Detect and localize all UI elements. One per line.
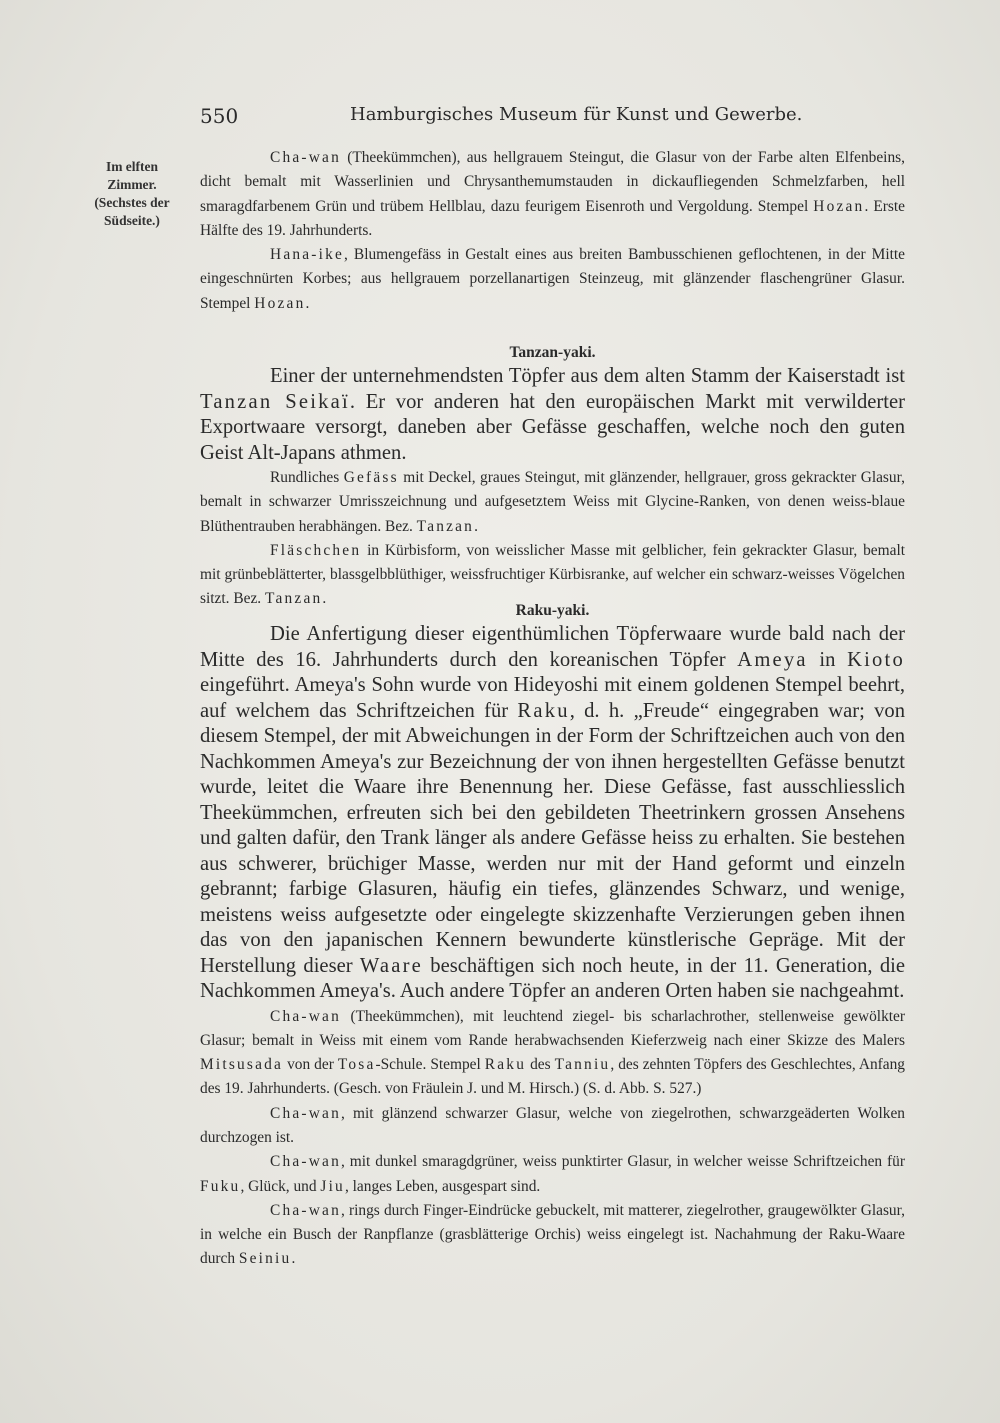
raku-entry-4 <box>200 1199 905 1272</box>
entry-lead: Cha-wan <box>270 149 341 166</box>
entry-lead: Fläschchen <box>270 541 362 559</box>
name-mark: Raku <box>484 1056 527 1074</box>
entry-lead: Cha-wan <box>270 1007 341 1025</box>
text-run: , mit glänzend schwarzer Glasur, welche von ziegelrothen, schwarzgeäderten Wolken durchzogen ist. <box>200 1104 905 1146</box>
text-run: . Er vor anderen hat den europäischen Markt mit verwilderter Exportwaare versorgt, daneben aber Gefässe geschaffen, welche noch den guten Geist Alt-Japans athmen. <box>200 390 905 464</box>
section-heading-tanzan: Tanzan-yaki. <box>509 344 596 361</box>
entry-mark: Tanzan <box>264 590 323 608</box>
name-mark: Kioto <box>847 648 905 671</box>
entry-hana-ike <box>200 243 905 316</box>
entry-tail: . Erste Hälfte des 19. Jahrhunderts. <box>200 197 905 239</box>
entry-mark: Hozan <box>254 294 306 312</box>
text-run: beschäftigen sich noch heute, in der 11. Generation, die Nachkommen Ameya's. Auch andere Töpfer an anderen Orten haben sie nachgeahmt. <box>200 954 905 1002</box>
raku-paragraph <box>200 622 905 1005</box>
text-run: . <box>291 1250 296 1268</box>
margin-note-line: (Sechstes der <box>94 195 170 210</box>
entry-lead: Gefäss <box>343 469 399 486</box>
section-heading-raku: Raku-yaki. <box>515 602 590 619</box>
name-mark: Mitsusada <box>200 1056 284 1074</box>
text-run: Die Anfertigung dieser eigenthümlichen Töpferwaare wurde bald nach der Mitte des 16. Jahrhunderts durch den koreanischen Töpfer <box>200 623 905 671</box>
text-run: in <box>807 648 848 671</box>
name-mark: Seiniu <box>238 1250 292 1268</box>
margin-note-line: Südseite.) <box>104 213 160 228</box>
text-run: . <box>474 517 478 535</box>
text-run: -Schule. Stempel <box>375 1056 485 1074</box>
entry-lead: Cha-wan <box>270 1104 341 1122</box>
raku-entry-1 <box>200 1005 905 1102</box>
text-run: , des zehnten Töpfers des Geschlechtes, Anfang des 19. Jahrhunderts. (Gesch. von Fräulein J. und M. Hirsch.) (S. d. Abb. S. 527.) <box>200 1056 906 1098</box>
name-mark: Tosa <box>337 1056 376 1074</box>
entry-lead: Cha-wan <box>270 1201 341 1219</box>
entry-mark: Hozan <box>813 197 865 215</box>
name-mark: Ameya <box>737 648 808 671</box>
section-tanzan <box>200 342 905 612</box>
entry-lead: Hana-ike <box>270 246 344 264</box>
text-run: , rings durch Finger-Eindrücke gebuckelt, mit matterer, ziegelrother, graugewölkter Glasur, in welche ein Busch der Ranpflanze (grasblätterige Orchis) weiss eingelegt ist. Nachahmung der Raku-Waare durch <box>200 1201 905 1268</box>
text-run: , Glück, und <box>240 1177 321 1195</box>
text-run: in Kürbisform, von weisslicher Masse mit gelblicher, fein gekrackter Glasur, bemalt mit grünbeblätterter, blassgelbblüthiger, weissfruchtiger Kürbisranke, auf welcher ein schwarz-weisses Vögelchen sitzt. Bez. <box>200 541 905 608</box>
text-run: . <box>322 590 327 608</box>
name-mark: Fuku <box>200 1177 241 1195</box>
name-mark: Raku <box>517 699 570 722</box>
name-mark: Waare <box>359 954 423 977</box>
text-run: , d. h. „Freude“ eingegraben war; von diesem Stempel, der mit Abweichungen in der Form der Schriftzeichen auch von den Nachkommen Ameya's zur Bezeichnung der von ihnen hergestellten Gefässe benutzt wurde, leitet die Waare ihre Benennung her. Diese Gefässe, fast ausschliesslich Theekümmchen, erfreuten sich bei den gebildeten Theetrinkern grossen Ansehens und galten dafür, den Trank länger als andere Gefässe heiss zu erhalten. Sie bestehen aus schwerer, brüchiger Masse, werden nur mit der Hand geformt und einzeln gebrannt; farbige Glasuren, häufig ein tiefes, glänzendes Schwarz, und wenige, meistens weiss aufgesetzte oder eingelegte skizzenhafte Verzierungen geben ihnen das von den japanischen Kennern bewunderte künstlerische Gepräge. Mit der Herstellung dieser <box>200 699 905 977</box>
name-mark: Jiu <box>320 1177 345 1195</box>
page-header <box>200 104 900 134</box>
page-number: 550 <box>200 104 239 128</box>
text-run: Einer der unternehmendsten Töpfer aus dem alten Stamm der Kaiserstadt ist <box>270 365 905 387</box>
top-entries <box>200 146 905 316</box>
text-run: , mit dunkel smaragdgrüner, weiss punktirter Glasur, in welcher weisse Schriftzeichen für <box>340 1153 905 1171</box>
text-run: von der <box>283 1056 338 1074</box>
raku-entry-3 <box>200 1150 905 1199</box>
margin-note-line: Im elften <box>105 159 159 174</box>
margin-note <box>82 158 182 230</box>
entry-tail: . <box>305 294 310 312</box>
text-run: des <box>526 1056 555 1074</box>
running-title: Hamburgisches Museum für Kunst und Gewerbe. <box>350 104 803 125</box>
text-run: eingeführt. Ameya's Sohn wurde von Hideyoshi mit einem goldenen Stempel beehrt, auf welchem das Schriftzeichen für <box>200 674 905 722</box>
margin-note-line: Zimmer. <box>107 177 157 192</box>
entry-cha-wan-hozan <box>200 146 905 243</box>
text-run: Rundliches <box>270 469 344 486</box>
text-run: mit Deckel, graues Steingut, mit glänzender, hellgrauer, gross gekrackter Glasur, bemalt in schwarzer Umrisszeichnung und aufgesetztem Weiss mit Glycine-Ranken, von denen weiss-blaue Blüthentrauben herabhängen. Bez. <box>200 469 905 535</box>
text-run: , langes Leben, ausgespart sind. <box>344 1177 541 1195</box>
tanzan-intro <box>200 364 905 466</box>
name-mark: Tanniu <box>554 1056 611 1074</box>
text-run: (Theekümmchen), mit leuchtend ziegel- bis scharlachrother, stellenweise gewölkter Glasur; bemalt in Weiss mit einem vom Rande herabwachsenden Kieferzweig nach einer Skizze des Malers <box>200 1007 905 1049</box>
raku-entry-2 <box>200 1102 905 1151</box>
entry-mark: Tanzan <box>416 517 475 535</box>
name-mark: Tanzan Seikaï <box>200 390 350 413</box>
entry-text: (Theekümmchen), aus hellgrauem Steingut, die Glasur von der Farbe alten Elfenbeins, dicht bemalt mit Wasserlinien und Chrysanthemumstauden in dickaufliegenden Schmelzfarben, hell smaragdfarbenem Grün und trübem Hellblau, dazu feurigem Eisenroth und Vergoldung. Stempel <box>200 149 905 215</box>
entry-lead: Cha-wan <box>270 1153 341 1171</box>
section-raku <box>200 600 905 1272</box>
tanzan-entry-gefaess <box>200 466 905 539</box>
entry-text: , Blumengefäss in Gestalt eines aus breiten Bambusschienen geflochtenen, in der Mitte eingeschnürten Korbes; aus hellgrauem porzellanartigen Steinzeug, mit glänzender flaschengrüner Glasur. Stempel <box>200 246 905 312</box>
